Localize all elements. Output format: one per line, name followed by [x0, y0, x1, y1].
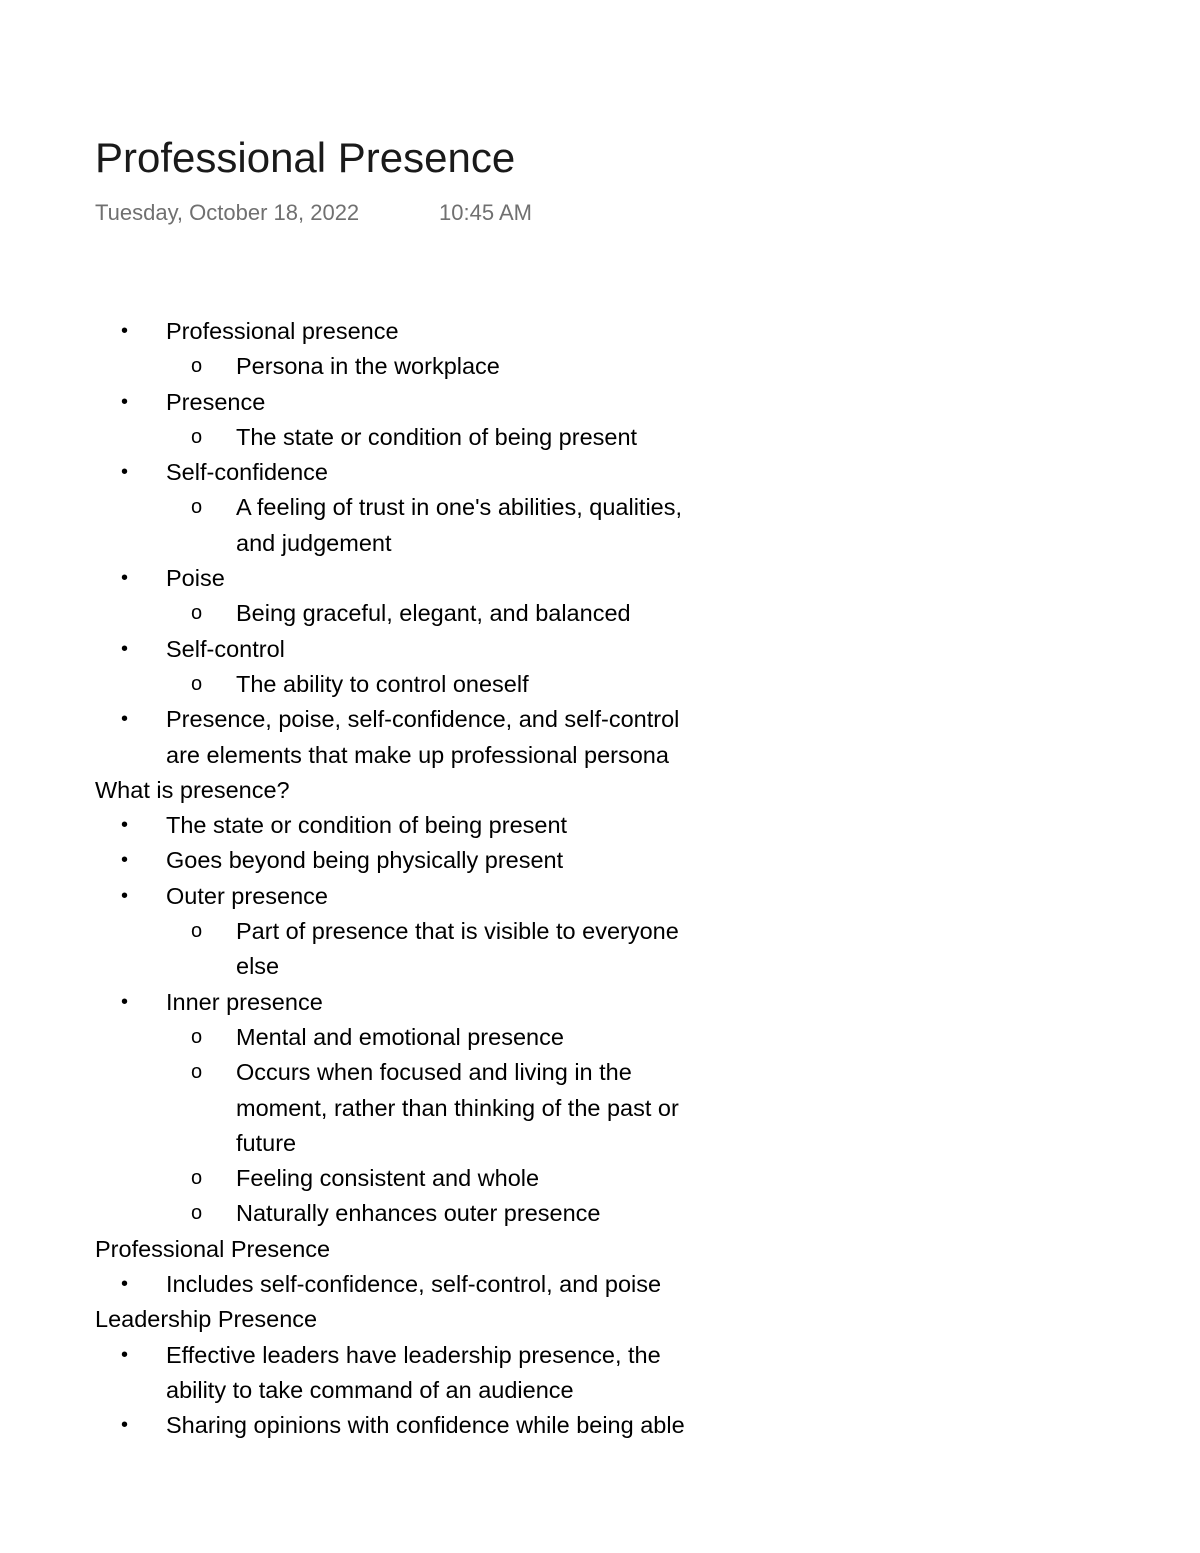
list-item	[95, 420, 815, 455]
list-item	[95, 1020, 815, 1055]
sub-bullet-icon: o	[191, 672, 203, 695]
line-text: Being graceful, elegant, and balanced	[236, 600, 631, 627]
sub-bullet-icon: o	[191, 425, 203, 448]
line-text: Goes beyond being physically present	[166, 847, 564, 874]
page-time: 10:45 AM	[439, 200, 532, 225]
bullet-icon: •	[121, 390, 129, 413]
sub-bullet-icon: o	[191, 496, 203, 519]
line-text: Presence	[166, 388, 266, 415]
line-text: Professional Presence	[95, 1235, 331, 1262]
list-item-continuation	[95, 949, 815, 984]
line-text: Effective leaders have leadership presence, the	[166, 1341, 661, 1368]
list-item	[95, 385, 815, 420]
bullet-icon: •	[121, 884, 129, 907]
line-text: What is presence?	[95, 776, 290, 803]
line-text: The ability to control oneself	[236, 670, 529, 697]
line-text: The state or condition of being present	[236, 423, 638, 450]
page-timestamp	[95, 198, 532, 228]
list-item	[95, 914, 815, 949]
line-text: Part of presence that is visible to everyone	[236, 918, 679, 945]
line-text: A feeling of trust in one's abilities, qualities,	[236, 494, 683, 521]
list-item-continuation	[95, 1373, 815, 1408]
sub-bullet-icon: o	[191, 920, 203, 943]
list-item	[95, 879, 815, 914]
heading-line	[95, 1232, 815, 1267]
note-body	[95, 314, 815, 1444]
bullet-icon: •	[121, 708, 129, 731]
bullet-icon: •	[121, 461, 129, 484]
line-text: Occurs when focused and living in the	[236, 1059, 632, 1086]
bullet-icon: •	[121, 814, 129, 837]
list-item	[95, 843, 815, 878]
line-text: Presence, poise, self-confidence, and self-control	[166, 706, 680, 733]
bullet-icon: •	[121, 990, 129, 1013]
line-text: Persona in the workplace	[236, 353, 500, 380]
list-item	[95, 349, 815, 384]
list-item	[95, 1161, 815, 1196]
line-text: Includes self-confidence, self-control, and poise	[166, 1271, 662, 1298]
list-item	[95, 490, 815, 525]
line-text: Naturally enhances outer presence	[236, 1200, 601, 1227]
line-text: ability to take command of an audience	[166, 1376, 574, 1403]
heading-line	[95, 1302, 815, 1337]
line-text: are elements that make up professional persona	[166, 741, 669, 768]
list-item	[95, 808, 815, 843]
line-text: Mental and emotional presence	[236, 1023, 564, 1050]
list-item-continuation	[95, 1091, 815, 1126]
bullet-icon: •	[121, 637, 129, 660]
line-text: and judgement	[236, 529, 392, 556]
list-item	[95, 1338, 815, 1373]
list-item	[95, 985, 815, 1020]
bullet-icon: •	[121, 567, 129, 590]
line-text: Outer presence	[166, 882, 328, 909]
sub-bullet-icon: o	[191, 602, 203, 625]
list-item	[95, 1055, 815, 1090]
line-text: Self-control	[166, 635, 285, 662]
line-text: else	[236, 953, 280, 980]
list-item-continuation	[95, 526, 815, 561]
list-item	[95, 1267, 815, 1302]
line-text: moment, rather than thinking of the past or	[236, 1094, 679, 1121]
list-item	[95, 314, 815, 349]
line-text: Feeling consistent and whole	[236, 1165, 540, 1192]
line-text: The state or condition of being present	[166, 812, 568, 839]
list-item	[95, 632, 815, 667]
bullet-icon: •	[121, 1414, 129, 1437]
line-text: Self-confidence	[166, 459, 328, 486]
list-item	[95, 1408, 815, 1443]
sub-bullet-icon: o	[191, 1202, 203, 1225]
sub-bullet-icon: o	[191, 1061, 203, 1084]
list-item	[95, 596, 815, 631]
page-date: Tuesday, October 18, 2022	[95, 200, 360, 225]
list-item	[95, 455, 815, 490]
list-item	[95, 561, 815, 596]
list-item	[95, 1196, 815, 1231]
heading-line	[95, 773, 815, 808]
line-text: Poise	[166, 565, 225, 592]
list-item-continuation	[95, 1126, 815, 1161]
sub-bullet-icon: o	[191, 1025, 203, 1048]
bullet-icon: •	[121, 849, 129, 872]
line-text: Professional presence	[166, 318, 399, 344]
list-item	[95, 702, 815, 737]
list-item	[95, 667, 815, 702]
line-text: Inner presence	[166, 988, 323, 1015]
sub-bullet-icon: o	[191, 1167, 203, 1190]
bullet-icon: •	[121, 320, 129, 342]
line-text: future	[236, 1129, 297, 1156]
bullet-icon: •	[121, 1343, 129, 1366]
list-item-continuation	[95, 738, 815, 773]
bullet-icon: •	[121, 1273, 129, 1296]
line-text: Sharing opinions with confidence while being able	[166, 1412, 685, 1439]
page-title: Professional Presence	[95, 134, 516, 181]
line-text: Leadership Presence	[95, 1306, 318, 1333]
sub-bullet-icon: o	[191, 355, 203, 378]
